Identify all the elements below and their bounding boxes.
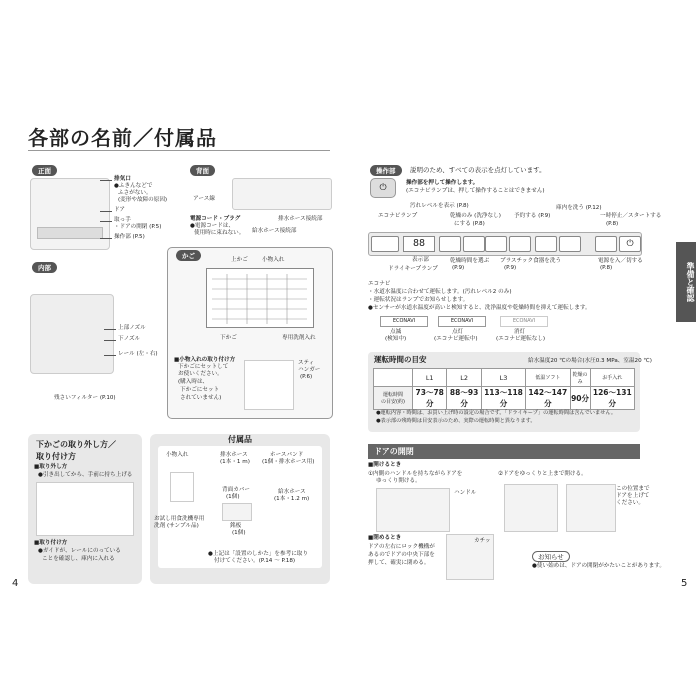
page-number-right: 5: [681, 578, 688, 589]
time-title: 運転時間の目安: [374, 355, 427, 364]
detergent-holder-label: 専用洗剤入れ: [282, 335, 316, 341]
page-number-left: 4: [12, 578, 19, 589]
notice-text: ●使い始めは、ドアの開閉がかたいことがあります。: [532, 563, 665, 569]
acc-small-holder: 小物入れ: [166, 452, 189, 458]
power-icon-sample: ⏻: [370, 178, 396, 198]
acc-detergent: お試し用食洗機専用: [154, 516, 205, 522]
display-segment: 88: [403, 236, 435, 252]
econavi-head: エコナビ: [368, 281, 391, 287]
small-holder-note-title: ■小物入れの取り付け方: [174, 357, 236, 363]
upper-nozzle-label: 上部ノズル: [118, 325, 146, 331]
door-open-drawing-1: [376, 488, 450, 532]
remove-head: ■取り外し方: [34, 464, 68, 470]
econavi-lamp-blink: ECONAVI: [380, 316, 428, 327]
control-strip: [37, 227, 103, 239]
rail-label: レール (左・右): [118, 351, 158, 357]
acc-hose-band: ホースバンド: [270, 452, 304, 458]
section-tab[interactable]: 準備と確認: [676, 242, 696, 322]
opunit-tag: 操作部: [370, 165, 402, 176]
door-open-drawing-3: [566, 484, 616, 532]
earth-label: アース線: [193, 196, 215, 202]
col-care: お手入れ: [590, 369, 634, 387]
control-panel: [368, 232, 642, 256]
time-table: L1 L2 L3 低温ソフト 乾燥のみ お手入れ 運転時間 の目安(約) 73～78分 88～93分 113～118分 142～147分 90分 126～131分: [373, 368, 635, 410]
col-l3: L3: [481, 369, 525, 387]
acc-small-holder-drawing: [170, 472, 194, 502]
econavi-lamp-on: ECONAVI: [438, 316, 486, 327]
inside-tag: 内部: [32, 262, 57, 273]
dirt-level-button[interactable]: [439, 236, 461, 252]
acc-back-cover-drawing: [222, 503, 252, 521]
time-l1: 73～78分: [413, 387, 447, 410]
acc-nameplate: 銘板: [230, 523, 242, 529]
filter-label: 残さいフィルター (P.10): [54, 395, 116, 401]
attach-head: ■取り付け方: [34, 540, 68, 546]
removal-title: 下かごの取り外し方／: [36, 440, 116, 449]
time-low-temp: 142～147分: [526, 387, 570, 410]
door-label: ドア: [114, 207, 126, 213]
front-view-drawing: [30, 178, 110, 250]
acc-drain-hose: 排水ホース: [220, 452, 248, 458]
power-button[interactable]: ⏻: [619, 236, 641, 252]
econavi-lamp-off: ECONAVI: [500, 316, 548, 327]
basket-drawing: [206, 268, 314, 328]
acc-back-cover: 背面カバー: [222, 487, 250, 493]
holder-drawing: [244, 360, 294, 410]
inside-view-drawing: [30, 294, 114, 374]
col-l1: L1: [413, 369, 447, 387]
page-title: 各部の名前／付属品: [28, 126, 217, 150]
remove-drawing: [36, 482, 134, 536]
time-l3: 113～118分: [481, 387, 525, 410]
drain-conn-label: 排水ホース接続部: [278, 216, 323, 222]
door-section-title: ドアの開閉: [368, 444, 640, 459]
basket-grid: [207, 269, 313, 327]
time-l2: 88～93分: [447, 387, 481, 410]
opunit-label: 操作部 (P.5): [114, 234, 145, 240]
back-view-drawing: [232, 178, 332, 210]
col-dry-only: 乾燥のみ: [570, 369, 590, 387]
door-open-drawing-2: [504, 484, 558, 532]
opunit-intro: 説明のため、すべての表示を点灯しています。: [410, 166, 546, 174]
col-l2: L2: [447, 369, 481, 387]
exhaust-label: 排気口: [114, 176, 131, 182]
acc-supply-hose: 給水ホース: [278, 489, 306, 495]
notice-badge: お知らせ: [532, 551, 570, 562]
handle-label: 取っ手: [114, 217, 131, 223]
plastic-button[interactable]: [509, 236, 531, 252]
lower-basket-label: 下かご: [220, 335, 237, 341]
basket-tag: かご: [176, 250, 201, 261]
lower-nozzle-label: 下ノズル: [118, 336, 141, 342]
small-holder-label: 小物入れ: [262, 257, 285, 263]
timer-button[interactable]: [535, 236, 557, 252]
econavi-lamp: [371, 236, 399, 252]
col-low-temp: 低温ソフト: [526, 369, 570, 387]
front-tag: 正面: [32, 165, 57, 176]
supply-conn-label: 給水ホース接続部: [252, 228, 297, 234]
time-dry-only: 90分: [570, 387, 590, 410]
upper-basket-label: 上かご: [231, 257, 248, 263]
dry-time-button[interactable]: [485, 236, 507, 252]
pause-start-button[interactable]: [595, 236, 617, 252]
title-rule: [28, 150, 330, 151]
accessories-title: 付属品: [228, 435, 252, 444]
back-tag: 背面: [190, 165, 215, 176]
dry-only-button[interactable]: [463, 236, 485, 252]
time-care: 126～131分: [590, 387, 634, 410]
cord-label: 電源コード・プラグ: [190, 216, 241, 222]
acc-note: ●上記は「設置のしかた」を参考に取り: [208, 551, 308, 557]
inner-clean-button[interactable]: [559, 236, 581, 252]
